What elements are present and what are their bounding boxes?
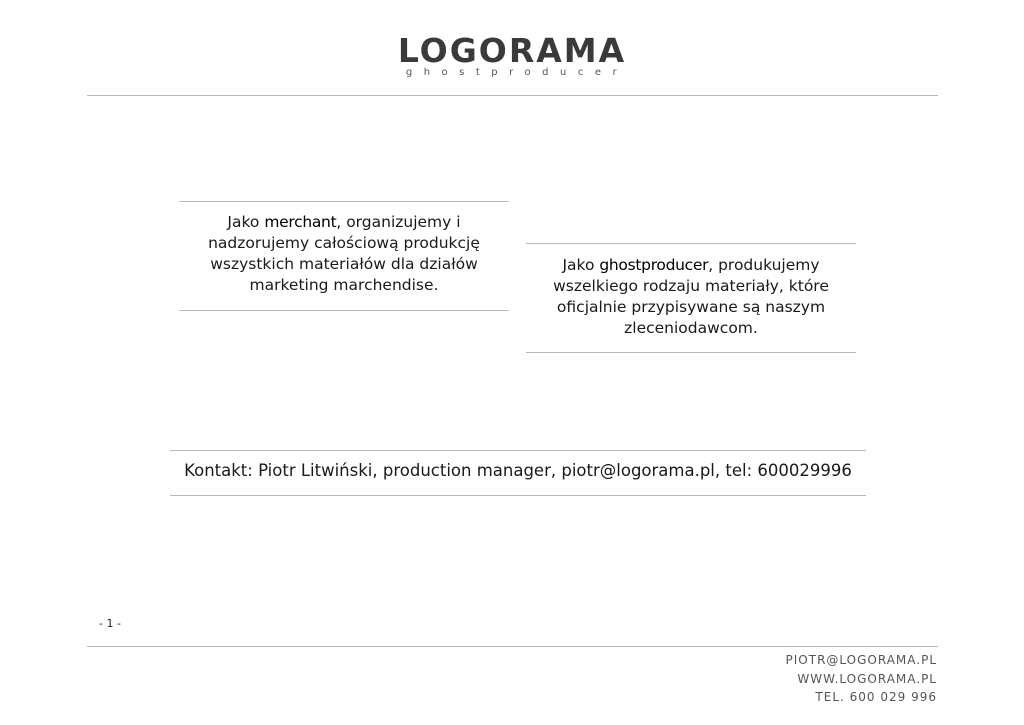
merchant-description-post: , organizujemy i nadzorujemy całościową produkcję wszystkich materiałów dla działów marketing marchendise. [208,213,480,294]
header-divider [87,95,938,96]
contact-line: Kontakt: Piotr Litwiński, production manager, piotr@logorama.pl, tel: 600029996 [184,461,852,480]
merchant-description [179,212,509,296]
logo-wordmark: LOGORAMA [397,31,627,70]
contact-top-rule [170,450,866,451]
footer-phone: TEL. 600 029 996 [815,690,937,704]
ghostproducer-description-post: , produkujemy wszelkiego rodzaju materiały, które oficjalnie przypisywane są naszym zleceniodawcom. [553,256,829,337]
left-box-top-rule [179,201,509,202]
merchant-description-pre: Jako [227,213,265,231]
ghostproducer-description-pre: Jako [562,256,600,274]
right-box-top-rule [526,243,856,244]
ghostproducer-description [526,255,856,339]
footer-divider [87,646,938,647]
ghostproducer-keyword: ghostproducer [599,256,709,274]
right-box-bottom-rule [526,352,856,353]
left-box-bottom-rule [179,310,509,311]
footer-website[interactable]: WWW.LOGORAMA.PL [797,672,937,686]
logo [0,33,1024,79]
page-number: - 1 - [99,617,121,630]
footer-email[interactable]: PIOTR@LOGORAMA.PL [785,653,937,667]
merchant-keyword: merchant [264,213,337,231]
logo-tagline: ghostproducer [405,67,629,78]
contact-bottom-rule [170,495,866,496]
